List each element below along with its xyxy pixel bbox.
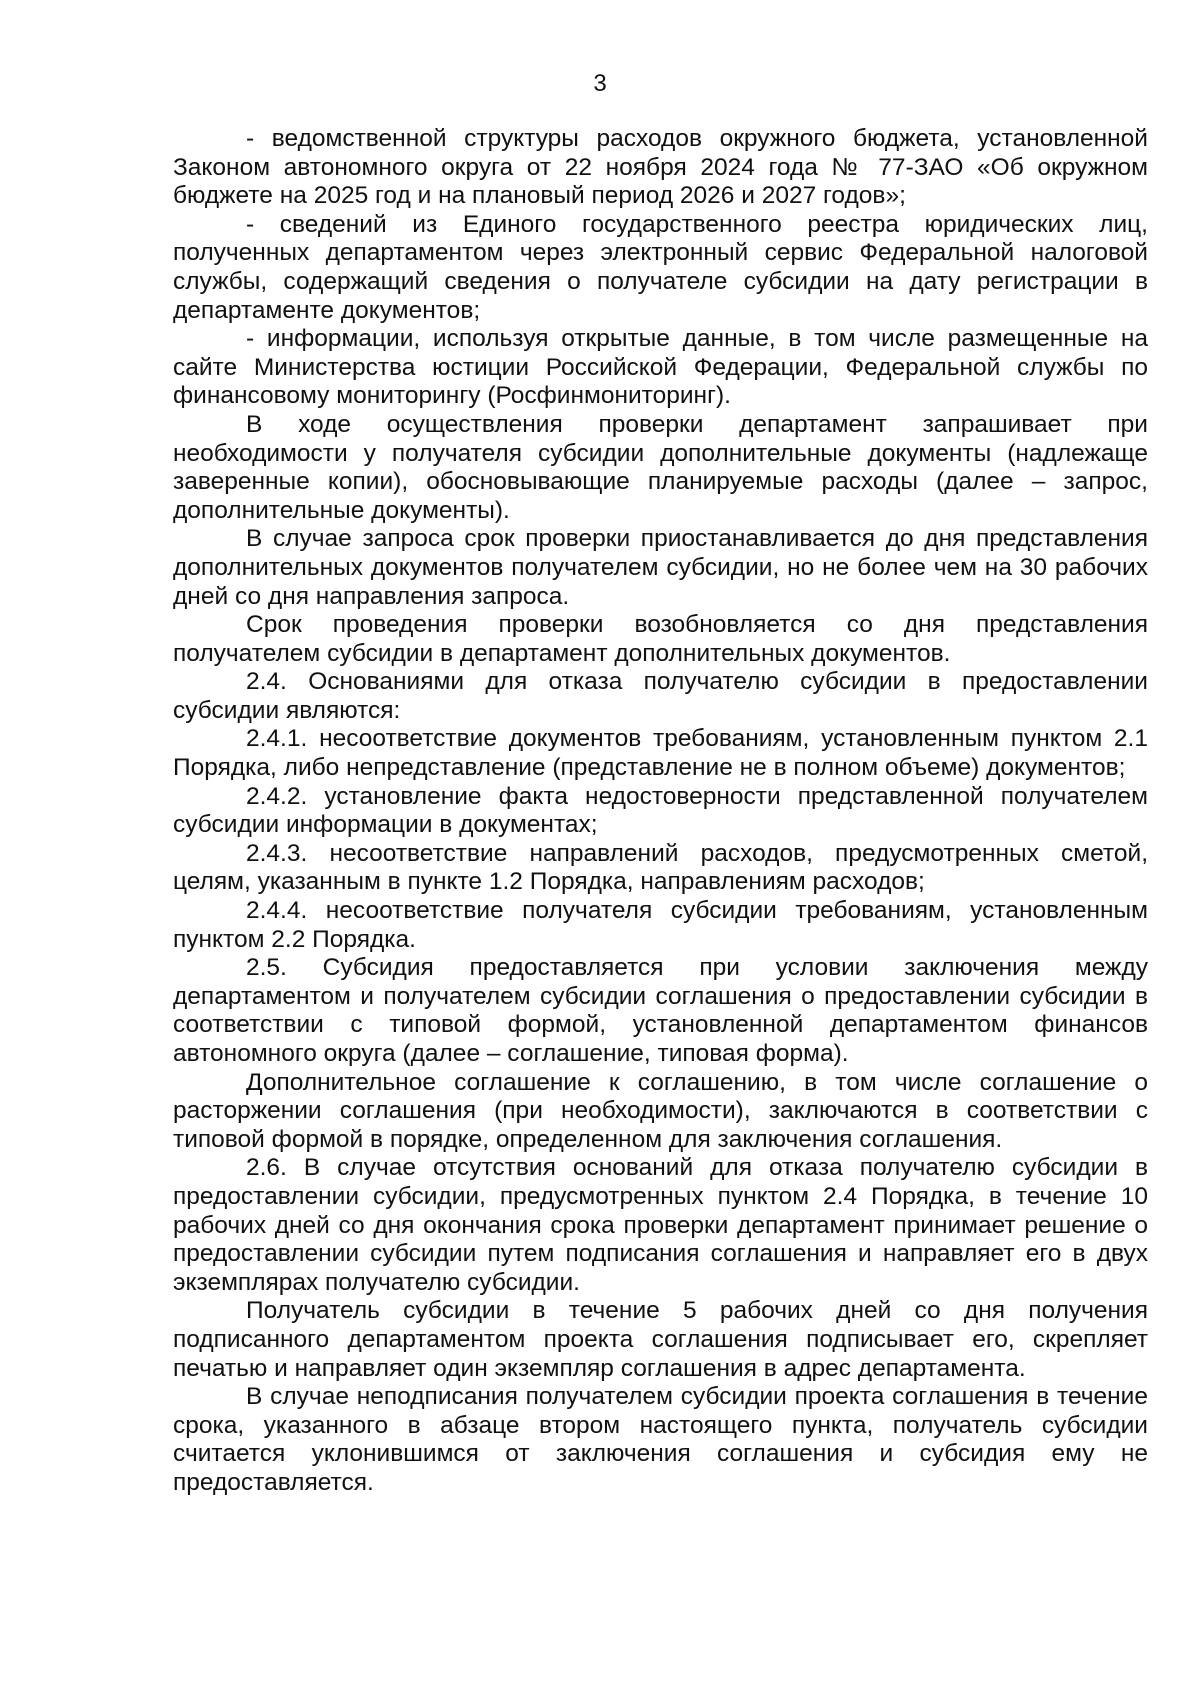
- page-number: 3: [593, 70, 607, 97]
- paragraph: 2.4. Основаниями для отказа получателю субсидии в предоставлении субсидии являются:: [173, 668, 1148, 724]
- paragraph: - сведений из Единого государственного реестра юридических лиц, полученных департаментом через электронный сервис Федеральной налоговой службы, содержащий сведения о получателе субсидии на дату регистрации в департаменте документов;: [173, 210, 1148, 324]
- paragraph: 2.4.2. установление факта недостоверности представленной получателем субсидии информации в документах;: [173, 782, 1148, 839]
- document-body: [173, 125, 1148, 1498]
- paragraph: 2.6. В случае отсутствия оснований для отказа получателю субсидии в предоставлении субсидии, предусмотренных пунктом 2.4 Порядка, в течение 10 рабочих дней со дня окончания срока проверки департамент принимает решение о предоставлении субсидии путем подписания соглашения и направляет его в двух экземплярах получателю субсидии.: [173, 1154, 1148, 1296]
- paragraph: В ходе осуществления проверки департамент запрашивает при необходимости у получателя субсидии дополнительные документы (надлежаще заверенные копии), обосновывающие планируемые расходы (далее – запрос, дополнительные документы).: [173, 410, 1148, 524]
- paragraph: 2.4.1. несоответствие документов требованиям, установленным пунктом 2.1 Порядка, либо непредставление (представление не в полном объеме) документов;: [173, 725, 1148, 782]
- paragraph: В случае неподписания получателем субсидии проекта соглашения в течение срока, указанного в абзаце втором настоящего пункта, получатель субсидии считается уклонившимся от заключения соглашения и субсидия ему не предоставляется.: [173, 1383, 1148, 1496]
- paragraph: 2.5. Субсидия предоставляется при условии заключения между департаментом и получателем субсидии соглашения о предоставлении субсидии в соответствии с типовой формой, установленной департаментом финансов автономного округа (далее – соглашение, типовая форма).: [173, 954, 1148, 1067]
- paragraph: Дополнительное соглашение к соглашению, в том числе соглашение о расторжении соглашения (при необходимости), заключаются в соответствии с типовой формой в порядке, определенном для заключения соглашения.: [173, 1068, 1148, 1153]
- paragraph: 2.4.4. несоответствие получателя субсидии требованиям, установленным пунктом 2.2 Порядка.: [173, 897, 1148, 953]
- paragraph: - ведомственной структуры расходов окружного бюджета, установленной Законом автономного округа от 22 ноября 2024 года № 77-ЗАО «Об окружном бюджете на 2025 год и на плановый период 2026 и 2027 годов»;: [173, 125, 1148, 210]
- paragraph: Получатель субсидии в течение 5 рабочих дней со дня получения подписанного департаментом проекта соглашения подписывает его, скрепляет печатью и направляет один экземпляр соглашения в адрес департамента.: [173, 1297, 1148, 1382]
- paragraph: В случае запроса срок проверки приостанавливается до дня представления дополнительных документов получателем субсидии, но не более чем на 30 рабочих дней со дня направления запроса.: [173, 525, 1148, 610]
- paragraph: Срок проведения проверки возобновляется со дня представления получателем субсидии в департамент дополнительных документов.: [173, 611, 1148, 667]
- paragraph: - информации, используя открытые данные, в том числе размещенные на сайте Министерства юстиции Российской Федерации, Федеральной службы по финансовому мониторингу (Росфинмониторинг).: [173, 325, 1148, 410]
- paragraph: 2.4.3. несоответствие направлений расходов, предусмотренных сметой, целям, указанным в пункте 1.2 Порядка, направлениям расходов;: [173, 839, 1148, 896]
